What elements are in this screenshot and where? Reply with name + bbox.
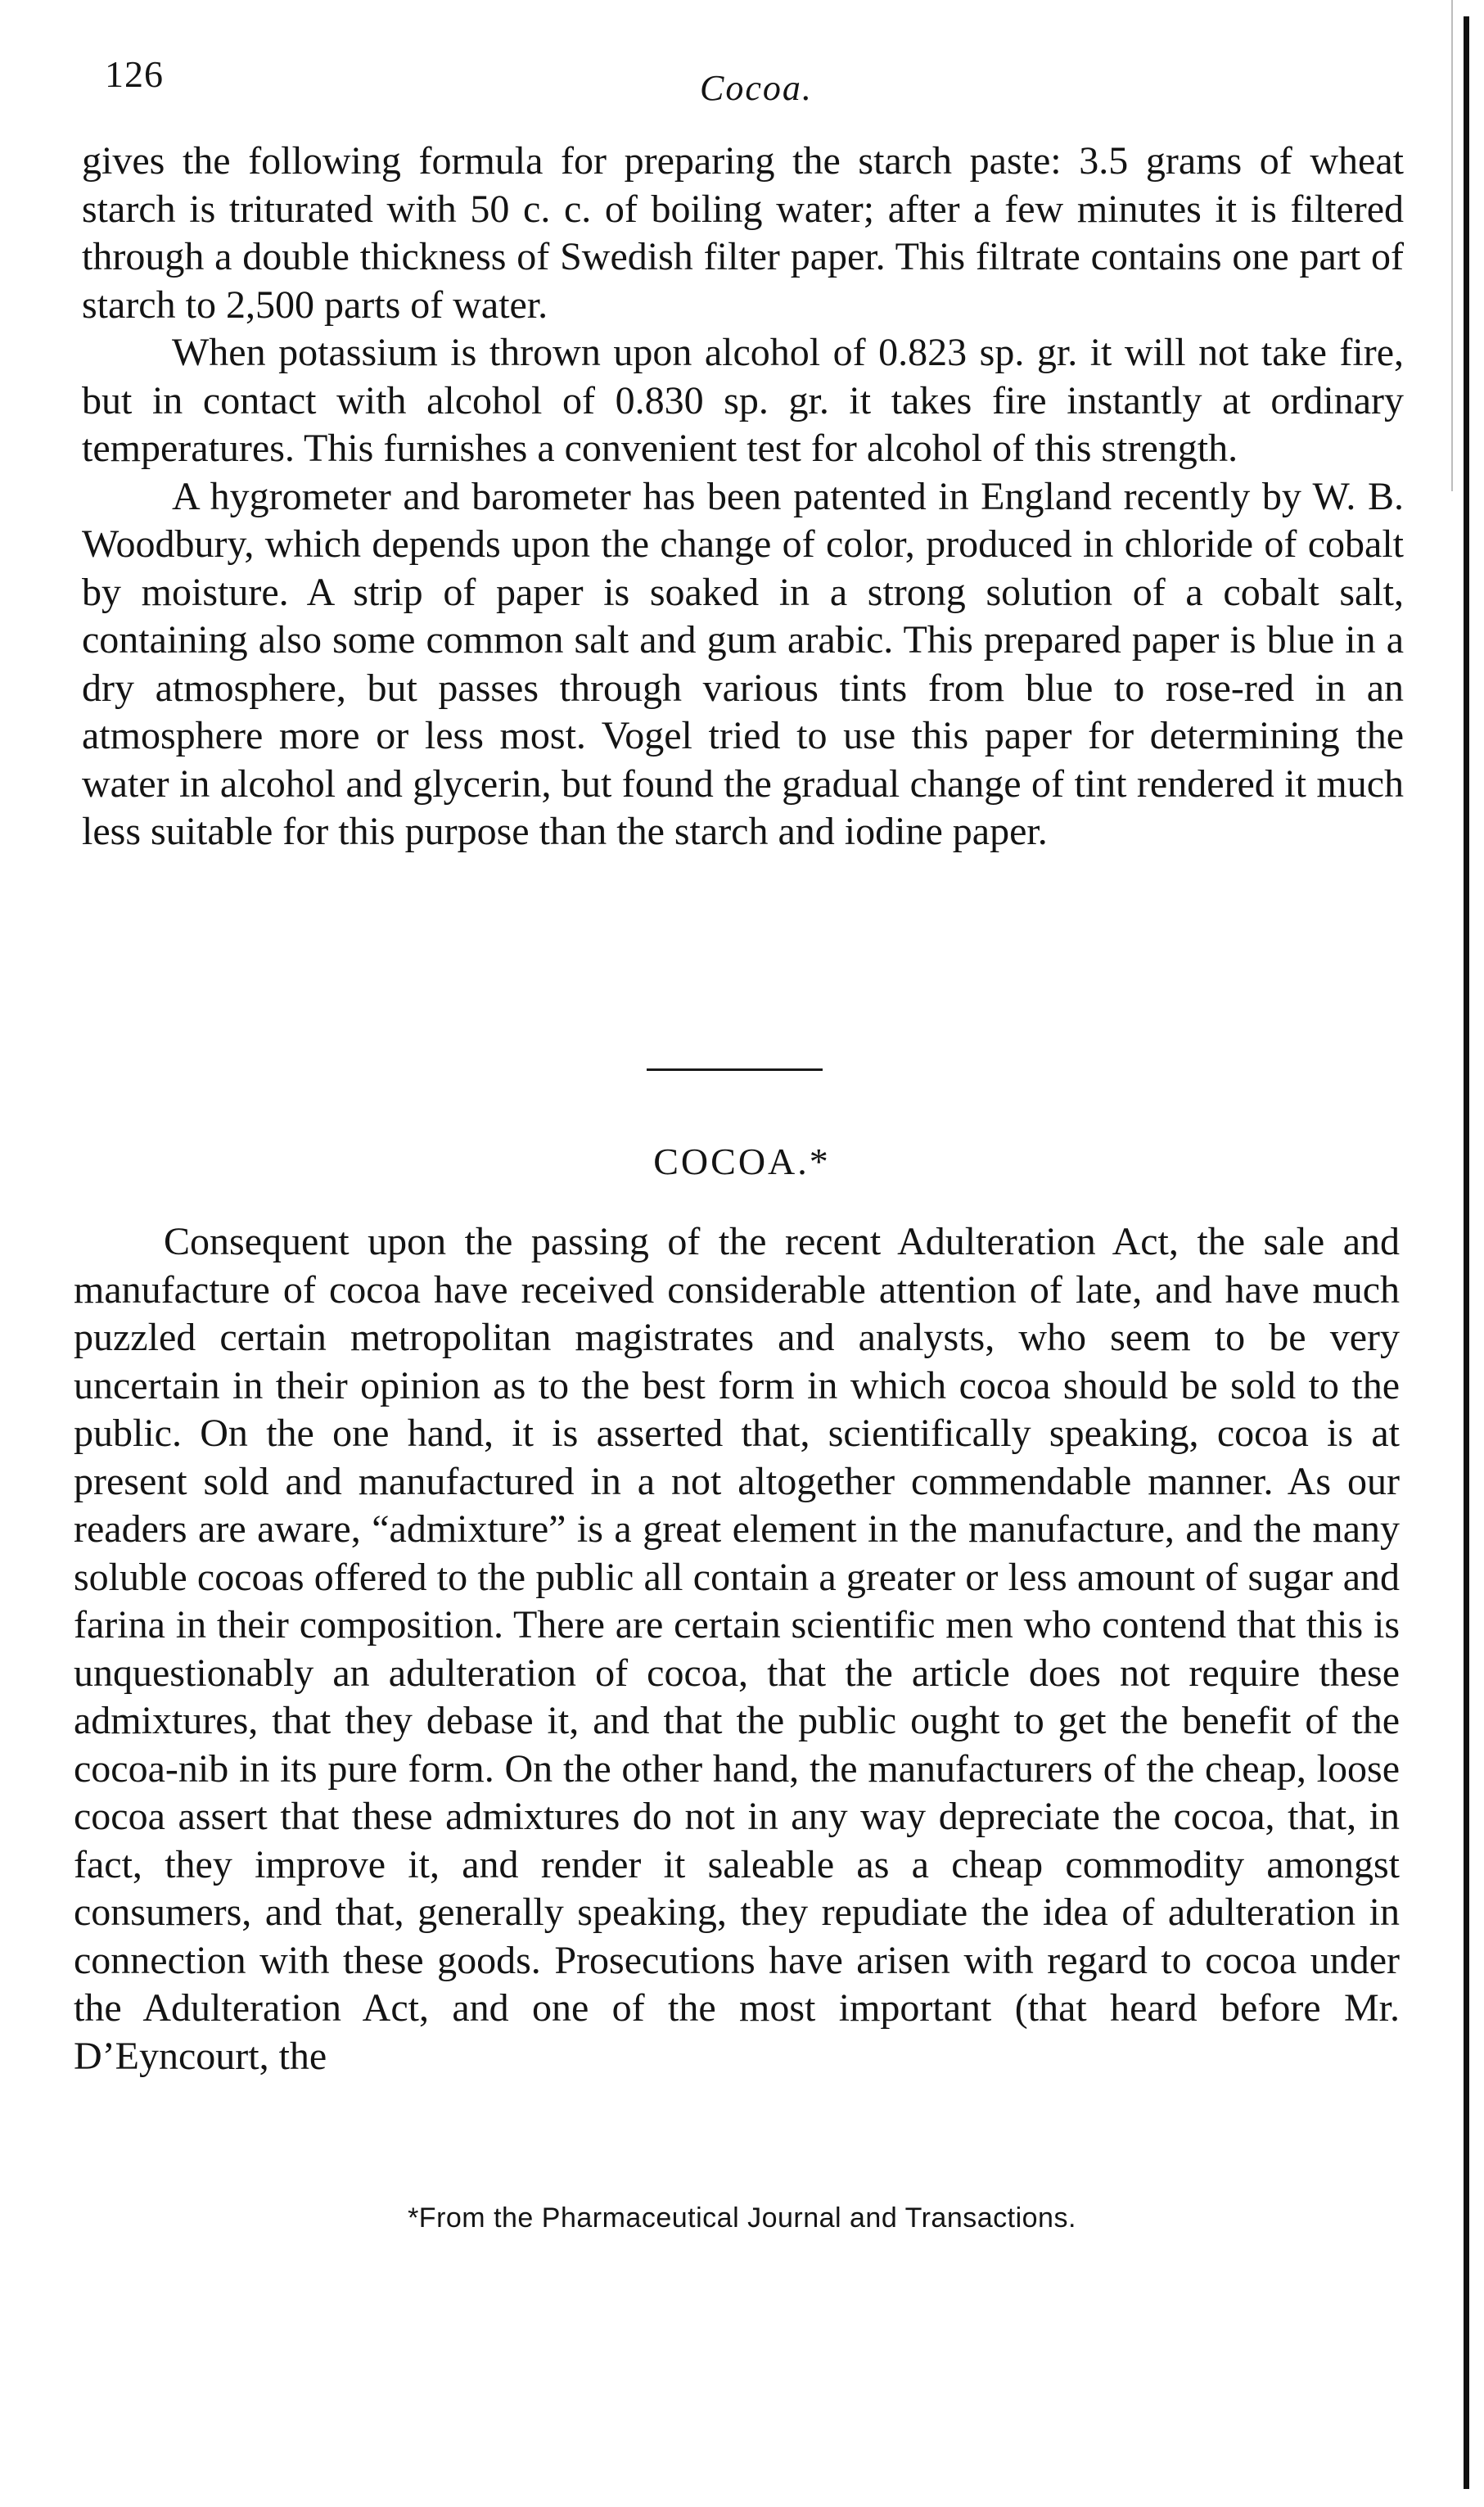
section-1-body [82, 138, 1404, 856]
paragraph: Consequent upon the passing of the recent Adulteration Act, the sale and manufacture of cocoa have received considerable attention of late, and have much puzzled certain metropolitan magistrates and analysts, who seem to be very uncertain in their opinion as to the best form in which cocoa should be sold to the public. On the one hand, it is asserted that, scientifically speaking, cocoa is at present sold and manufactured in a not altogether commendable manner. As our readers are aware, “admixture” is a great element in the manufacture, and the many soluble cocoas offered to the public all contain a greater or less amount of sugar and farina in their composition. There are certain scientific men who contend that this is unquestionably an adulteration of cocoa, that the article does not require these admixtures, that they debase it, and that the public ought to get the benefit of the cocoa-nib in its pure form. On the other hand, the manufacturers of the cheap, loose cocoa assert that these admixtures do not in any way depreciate the cocoa, that, in fact, they improve it, and render it saleable as a cheap commodity amongst consumers, and that, generally speaking, they repudiate the idea of adulteration in connection with these goods. Prosecutions have arisen with regard to cocoa under the Adulteration Act, and one of the most important (that heard before Mr. D’Eyncourt, the [74, 1220, 1400, 2078]
page-number: 126 [105, 53, 164, 95]
paragraph: A hygrometer and barometer has been patented in England recently by W. B. Woodbury, which depends upon the change of color, produced in chloride of cobalt by moisture. A strip of paper is soaked in a strong solution of a cobalt salt, containing also some common salt and gum arabic. This prepared paper is blue in a dry atmosphere, but passes through various tints from blue to rose-red in an atmosphere more or less most. Vogel tried to use this paper for determining the water in alcohol and glycerin, but found the gradual change of tint rendered it much less suitable for this purpose than the starch and iodine paper. [82, 474, 1404, 853]
running-head: Cocoa. [700, 68, 813, 108]
section-title: COCOA.* [653, 1141, 831, 1182]
paragraph: gives the following formula for preparing the starch paste: 3.5 grams of wheat starch is triturated with 50 c. c. of boiling water; after a few minutes it is filtered through a double thickness of Swedish filter paper. This filtrate contains one part of starch to 2,500 parts of water. [82, 139, 1404, 327]
section-divider [647, 1068, 823, 1071]
section-2-body [74, 1218, 1400, 2080]
binding-edge [1464, 16, 1469, 2489]
paragraph: When potassium is thrown upon alcohol of 0.823 sp. gr. it will not take fire, but in contact with alcohol of 0.830 sp. gr. it takes fire instantly at ordinary temperatures. This furnishes a convenient test for alcohol of this strength. [82, 331, 1404, 470]
footnote: *From the Pharmaceutical Journal and Transactions. [408, 2202, 1076, 2234]
binding-edge-shadow [1451, 0, 1453, 491]
